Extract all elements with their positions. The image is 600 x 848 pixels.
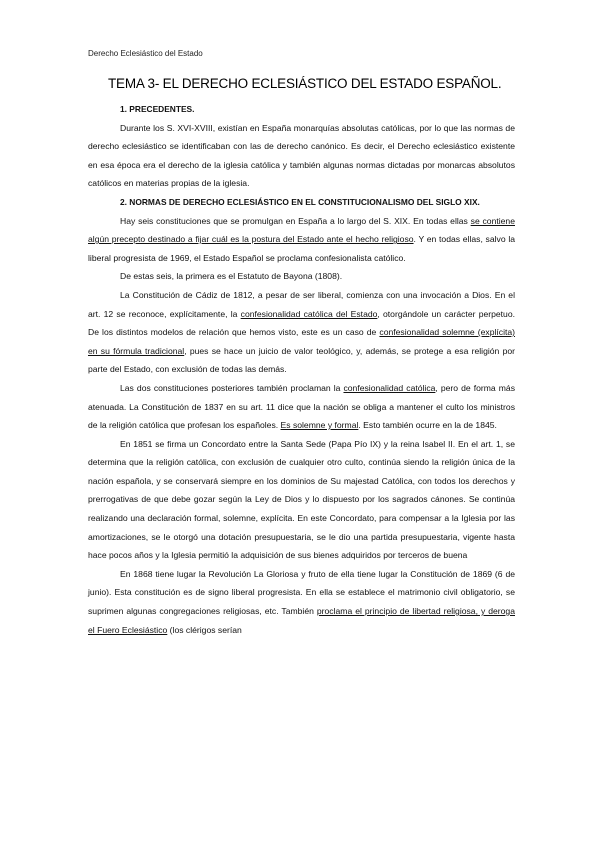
- text-run: Hay seis constituciones que se promulgan en España a lo largo del S. XIX. En todas ellas: [120, 215, 471, 226]
- page-title: TEMA 3- EL DERECHO ECLESIÁSTICO DEL ESTADO ESPAÑOL.: [108, 76, 502, 91]
- text-run: Las dos constituciones posteriores también proclaman la: [120, 382, 344, 393]
- text-run: La Constitución de Cádiz de 1812, a pesar de ser liberal, comienza con una invocación a Dios. En el art. 12 se reconoce, explícitamente, la: [88, 289, 515, 319]
- text-run: , otorgándole un carácter perpetuo. De los distintos modelos de relación que hemos visto, este es un caso de: [88, 308, 516, 338]
- paragraph: En 1851 se firma un Concordato entre la Santa Sede (Papa Pío IX) y la reina Isabel II. En el art. 1, se determina que la religión católica, con exclusión de cualquier otro culto, continúa siendo la religión única de la nación española, y se conservará siempre en los dominios de Su majestad Católica, con todos los derechos y prerrogativas de que debe gozar según la Ley de Dios y lo dispuesto por los sagrados cánones. Se continúa realizando una declaración formal, solemne, explícita. En este Concordato, para compensar a la Iglesia por las amortizaciones, se le otorgó una dotación presupuestaria, se le dio una partida presupuestaria, vigente hasta hace pocos años y la Iglesia permitió la adquisición de sus bienes adquiridos por terceros de buena: [88, 438, 515, 561]
- underlined-text: confesionalidad solemne (explícita) en su fórmula tradicional: [88, 327, 516, 356]
- paragraph: [88, 379, 515, 435]
- underlined-text: Es solemne y formal: [280, 420, 359, 431]
- underlined-text: confesionalidad católica: [343, 382, 436, 393]
- running-header: Derecho Eclesiástico del Estado: [88, 49, 203, 58]
- paragraph: De estas seis, la primera es el Estatuto de Bayona (1808).: [120, 271, 343, 282]
- section-heading-1: 1. PRECEDENTES.: [120, 104, 195, 114]
- paragraph: [88, 565, 515, 639]
- text-run: , pues se hace un juicio de valor teológico, y, además, se protege a esa religión por parte del Estado, con exclusión de todas las demás.: [88, 345, 515, 375]
- text-run: . Y en todas ellas, salvo la liberal progresista de 1969, el Estado Español se proclama confesionalista católico.: [88, 234, 516, 263]
- paragraph: Durante los S. XVI-XVIII, existían en España monarquías absolutas católicas, por lo que las normas de derecho eclesiástico se identificaban con las de derecho canónico. Es decir, el Derecho eclesiástico existente en esa época era el derecho de la iglesia católica y también algunas normas dictadas por monarcas absolutos católicos en materias propias de la iglesia.: [88, 122, 515, 189]
- document-body: [88, 100, 515, 639]
- paragraph: [88, 286, 515, 379]
- underlined-text: confesionalidad católica del Estado: [240, 308, 378, 319]
- text-run: (los clérigos serían: [167, 624, 242, 635]
- text-run: , pero de forma más atenuada. La Constitución de 1837 en su art. 11 dice que la nación se obliga a mantener el culto los ministros de la religión católica que profesan los españoles.: [88, 382, 515, 431]
- section-heading-2: 2. NORMAS DE DERECHO ECLESIÁSTICO EN EL CONSTITUCIONALISMO DEL SIGLO XIX.: [120, 196, 480, 207]
- text-run: En 1868 tiene lugar la Revolución La Gloriosa y fruto de ella tiene lugar la Constitución de 1869 (6 de junio). Esta constitución es de signo liberal progresista. En ella se establece el matrimonio civil obligatorio, se suprimen algunas congregaciones religiosas, etc. También: [88, 568, 515, 617]
- paragraph: [88, 212, 515, 268]
- underlined-text: se contiene algún precepto destinado a fijar cuál es la postura del Estado ante el hecho religioso: [88, 215, 515, 245]
- underlined-text: proclama el principio de libertad religiosa, y deroga el Fuero Eclesiástico: [88, 606, 515, 635]
- text-run: . Esto también ocurre en la de 1845.: [358, 420, 497, 431]
